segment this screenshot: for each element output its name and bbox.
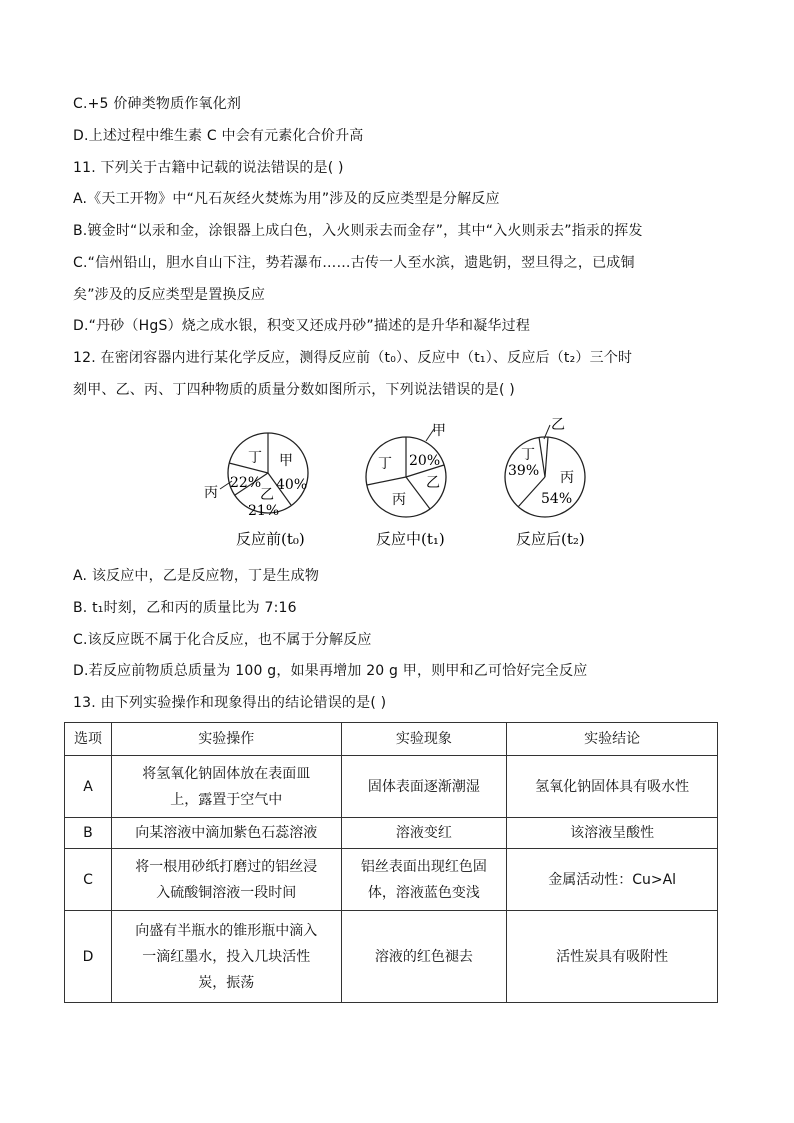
column-header: 实验操作 bbox=[111, 723, 341, 756]
slice-value-ding: 39% bbox=[508, 463, 540, 479]
q12-option-c: C.该反应既不属于化合反应，也不属于分解反应 bbox=[73, 632, 372, 648]
slice-value-bing: 22% bbox=[230, 475, 262, 491]
phenomenon-line: 体，溶液蓝色变浅 bbox=[367, 884, 480, 901]
pie-caption: 反应前(t₀) bbox=[236, 530, 305, 548]
operation-cell bbox=[111, 756, 341, 818]
operation-line: 将氢氧化钠固体放在表面皿 bbox=[142, 765, 311, 782]
option-cell: C bbox=[65, 849, 112, 911]
operation-line: 一滴红墨水，投入几块活性 bbox=[142, 948, 311, 965]
slice-label-jia: 甲 bbox=[279, 453, 293, 469]
operation-line: 上，露置于空气中 bbox=[170, 791, 283, 808]
slice-label-yi: 乙 bbox=[551, 417, 565, 433]
pie-chart-during bbox=[366, 423, 446, 548]
operation-line: 炭，振荡 bbox=[198, 974, 255, 991]
q11-option-d: D.“丹砂（HgS）烧之成水银，积变又还成丹砂”描述的是升华和凝华过程 bbox=[73, 318, 531, 334]
slice-value-yi: 21% bbox=[248, 503, 280, 519]
conclusion-cell: 活性炭具有吸附性 bbox=[507, 911, 718, 1003]
option-cell: A bbox=[65, 756, 112, 818]
q10-option-c: C.+5 价砷类物质作氧化剂 bbox=[73, 96, 242, 112]
q11-option-c-line1: C.“信州铅山，胆水自山下注，势若瀑布……古传一人至水滨，遗匙钥，翌旦得之，已成铜 bbox=[73, 255, 635, 271]
phenomenon-cell: 溶液变红 bbox=[341, 818, 507, 849]
phenomenon-cell: 固体表面逐渐潮湿 bbox=[341, 756, 507, 818]
operation-line: 向盛有半瓶水的锥形瓶中滴入 bbox=[135, 922, 318, 939]
q12-option-d: D.若反应前物质总质量为 100 g，如果再增加 20 g 甲，则甲和乙可恰好完全反应 bbox=[73, 663, 588, 679]
slice-label-ding: 丁 bbox=[378, 456, 392, 472]
slice-label-ding: 丁 bbox=[248, 450, 262, 466]
pie-charts-figure bbox=[190, 415, 610, 555]
table-row bbox=[65, 849, 718, 911]
q11-stem: 11. 下列关于古籍中记载的说法错误的是( ) bbox=[73, 160, 344, 176]
slice-label-bing: 丙 bbox=[204, 485, 218, 501]
table-header-row bbox=[65, 723, 718, 756]
slice-label-yi: 乙 bbox=[260, 487, 274, 503]
table-row bbox=[65, 911, 718, 1003]
table-row bbox=[65, 756, 718, 818]
q11-option-a: A.《天工开物》中“凡石灰经火焚炼为用”涉及的反应类型是分解反应 bbox=[73, 191, 500, 207]
pie-chart-before bbox=[204, 433, 308, 548]
slice-value-bing: 54% bbox=[541, 491, 573, 507]
experiment-table bbox=[64, 722, 718, 1003]
table-row bbox=[65, 818, 718, 849]
pie-chart-after bbox=[505, 417, 585, 548]
option-cell: B bbox=[65, 818, 112, 849]
conclusion-cell: 氢氧化钠固体具有吸水性 bbox=[507, 756, 718, 818]
conclusion-cell: 金属活动性：Cu>Al bbox=[507, 849, 718, 911]
q10-option-d: D.上述过程中维生素 C 中会有元素化合价升高 bbox=[73, 128, 364, 144]
phenomenon-cell: 溶液的红色褪去 bbox=[341, 911, 507, 1003]
q12-option-b: B. t₁时刻，乙和丙的质量比为 7:16 bbox=[73, 600, 297, 616]
operation-cell bbox=[111, 911, 341, 1003]
pie-divider bbox=[545, 437, 548, 477]
pie-caption: 反应中(t₁) bbox=[376, 530, 445, 548]
column-header: 选项 bbox=[65, 723, 112, 756]
operation-line: 入硫酸铜溶液一段时间 bbox=[156, 884, 297, 901]
conclusion-cell: 该溶液呈酸性 bbox=[507, 818, 718, 849]
column-header: 实验现象 bbox=[341, 723, 507, 756]
phenomenon-line: 铝丝表面出现红色固 bbox=[360, 858, 487, 875]
slice-label-yi: 乙 bbox=[426, 475, 440, 491]
operation-cell bbox=[111, 849, 341, 911]
pie-divider bbox=[539, 437, 545, 477]
slice-label-ding: 丁 bbox=[521, 447, 535, 463]
slice-label-bing: 丙 bbox=[560, 470, 574, 486]
slice-label-jia: 甲 bbox=[432, 423, 446, 439]
phenomenon-cell bbox=[341, 849, 507, 911]
q11-option-c-line2: 矣”涉及的反应类型是置换反应 bbox=[73, 287, 266, 303]
slice-value-jia: 40% bbox=[276, 477, 308, 493]
q11-option-b: B.镀金时“以汞和金，涂银器上成白色，入火则汞去而金存”，其中“入火则汞去”指汞的挥发 bbox=[73, 223, 643, 239]
slice-label-bing: 丙 bbox=[392, 492, 406, 508]
operation-cell: 向某溶液中滴加紫色石蕊溶液 bbox=[111, 818, 341, 849]
q12-option-a: A. 该反应中，乙是反应物，丁是生成物 bbox=[73, 568, 320, 584]
q12-stem-line2: 刻甲、乙、丙、丁四种物质的质量分数如图所示，下列说法错误的是( ) bbox=[73, 382, 515, 398]
q13-stem: 13. 由下列实验操作和现象得出的结论错误的是( ) bbox=[73, 695, 387, 711]
option-cell: D bbox=[65, 911, 112, 1003]
pie-caption: 反应后(t₂) bbox=[516, 530, 585, 548]
operation-line: 将一根用砂纸打磨过的铝丝浸 bbox=[135, 858, 318, 875]
column-header: 实验结论 bbox=[507, 723, 718, 756]
pie-divider bbox=[367, 477, 406, 485]
q12-stem-line1: 12. 在密闭容器内进行某化学反应，测得反应前（t₀）、反应中（t₁）、反应后（t₂）三个时 bbox=[73, 350, 633, 366]
slice-value-jia: 20% bbox=[409, 453, 441, 469]
